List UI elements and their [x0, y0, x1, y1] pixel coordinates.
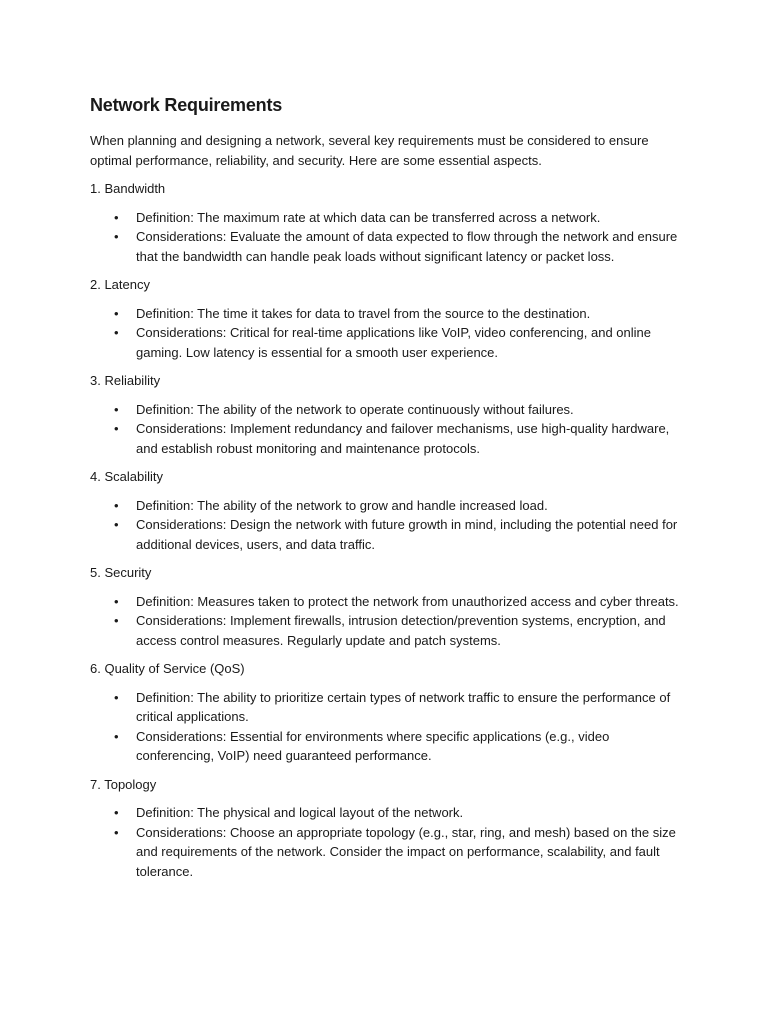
- section-heading: 1. Bandwidth: [90, 181, 166, 196]
- list-item: [90, 323, 688, 362]
- section-topology: [90, 775, 688, 882]
- definition-text: Definition: The physical and logical layout of the network.: [136, 805, 464, 820]
- considerations-text: Considerations: Critical for real-time applications like VoIP, video conferencing, and online gaming. Low latency is essential for a smooth user experience.: [136, 325, 651, 360]
- bullet-list: [90, 688, 688, 766]
- section-security: [90, 563, 688, 650]
- bullet-icon: •: [114, 805, 119, 820]
- bullet-icon: •: [114, 325, 119, 340]
- list-item: [90, 227, 688, 266]
- list-item: [90, 304, 688, 324]
- bullet-icon: •: [114, 824, 119, 840]
- list-item: [90, 208, 688, 228]
- definition-text: Definition: The ability to prioritize certain types of network traffic to ensure the performance of critical applications.: [136, 689, 671, 724]
- definition-text: Definition: The ability of the network to grow and handle increased load.: [136, 497, 548, 513]
- list-item: [90, 727, 688, 766]
- section-heading: 5. Security: [90, 565, 152, 580]
- bullet-icon: •: [114, 209, 119, 225]
- page-title: Network Requirements: [90, 95, 283, 115]
- bullet-icon: •: [114, 613, 119, 628]
- section-heading: 7. Topology: [90, 776, 157, 792]
- section-scalability: [90, 467, 688, 554]
- list-item: [90, 803, 688, 823]
- bullet-icon: •: [114, 421, 119, 436]
- list-item: [90, 611, 688, 650]
- list-item: [90, 515, 688, 554]
- section-heading: 3. Reliability: [90, 373, 161, 388]
- section-heading: 4. Scalability: [90, 469, 163, 484]
- section-heading: 2. Latency: [90, 277, 150, 292]
- bullet-list: [90, 400, 688, 459]
- definition-text: Definition: The maximum rate at which data can be transferred across a network.: [136, 209, 601, 225]
- list-item: [90, 688, 688, 727]
- bullet-list: [90, 208, 688, 267]
- list-item: [90, 823, 688, 882]
- considerations-text: Considerations: Design the network with future growth in mind, including the potential need for additional devices, users, and data traffic.: [136, 517, 678, 552]
- list-item: [90, 592, 688, 612]
- bullet-icon: •: [114, 728, 119, 744]
- bullet-icon: •: [114, 229, 119, 244]
- considerations-text: Considerations: Implement firewalls, intrusion detection/prevention systems, encryption, and access control measures. Regularly update and patch systems.: [136, 613, 666, 648]
- bullet-list: [90, 304, 688, 363]
- bullet-list: [90, 496, 688, 555]
- considerations-text: Considerations: Implement redundancy and failover mechanisms, use high-quality hardware, and establish robust monitoring and maintenance protocols.: [136, 421, 670, 456]
- considerations-text: Considerations: Evaluate the amount of data expected to flow through the network and ensure that the bandwidth can handle peak loads without significant latency or packet loss.: [136, 229, 678, 264]
- considerations-text: Considerations: Choose an appropriate topology (e.g., star, ring, and mesh) based on the size and requirements of the network. Consider the impact on performance, scalability, and fault tolerance.: [136, 824, 676, 879]
- definition-text: Definition: Measures taken to protect the network from unauthorized access and cyber threats.: [136, 593, 679, 609]
- bullet-icon: •: [114, 497, 119, 513]
- definition-text: Definition: The ability of the network to operate continuously without failures.: [136, 401, 574, 417]
- intro-paragraph: When planning and designing a network, several key requirements must be considered to ensure optimal performance, reliability, and security. Here are some essential aspects.: [90, 133, 649, 168]
- list-item: [90, 419, 688, 458]
- bullet-icon: •: [114, 401, 119, 417]
- bullet-list: [90, 592, 688, 651]
- bullet-list: [90, 803, 688, 881]
- bullet-icon: •: [114, 305, 119, 321]
- section-latency: [90, 275, 688, 362]
- definition-text: Definition: The time it takes for data to travel from the source to the destination.: [136, 305, 591, 321]
- list-item: [90, 400, 688, 420]
- section-bandwidth: [90, 179, 688, 266]
- section-qos: [90, 659, 688, 766]
- section-reliability: [90, 371, 688, 458]
- section-heading: 6. Quality of Service (QoS): [90, 661, 245, 676]
- list-item: [90, 496, 688, 516]
- considerations-text: Considerations: Essential for environments where specific applications (e.g., video conferencing, VoIP) need guaranteed performance.: [136, 728, 610, 763]
- bullet-icon: •: [114, 689, 119, 705]
- bullet-icon: •: [114, 593, 119, 609]
- bullet-icon: •: [114, 517, 119, 532]
